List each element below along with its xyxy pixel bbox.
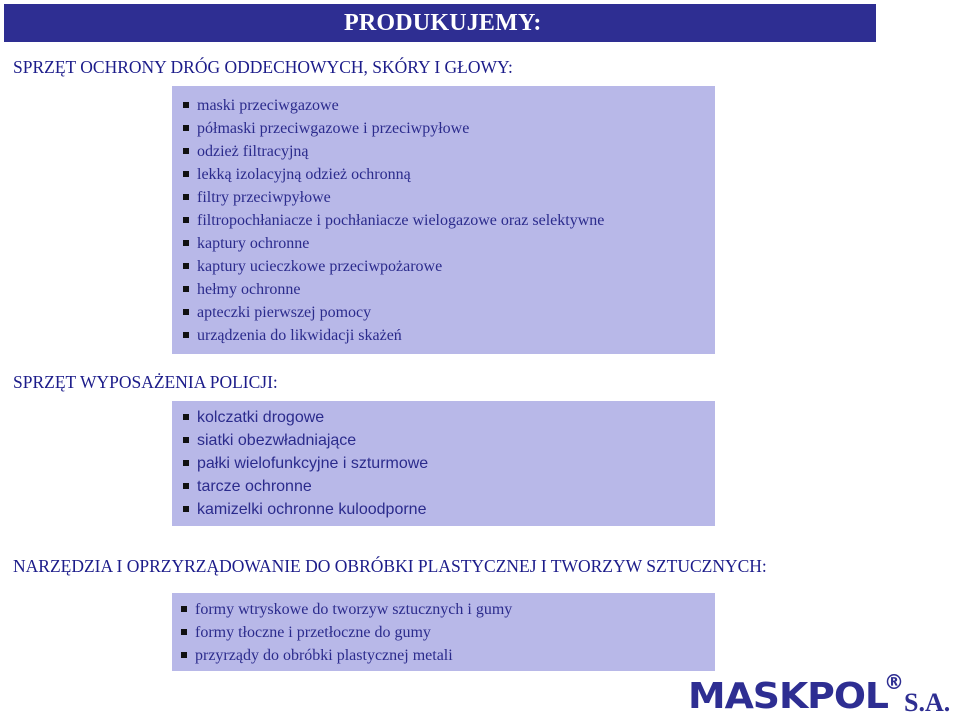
square-bullet-icon [183, 483, 189, 489]
list-item: kamizelki ochronne kuloodporne [183, 498, 428, 521]
list-item: filtry przeciwpyłowe [183, 186, 604, 209]
product-list-respiratory [183, 94, 604, 347]
list-item: siatki obezwładniające [183, 429, 428, 452]
product-list-tools [181, 598, 512, 667]
list-item: pałki wielofunkcyjne i szturmowe [183, 452, 428, 475]
page-title: PRODUKUJEMY: [344, 10, 542, 36]
square-bullet-icon [183, 309, 189, 315]
header-bar [4, 4, 876, 42]
list-item: odzież filtracyjną [183, 140, 604, 163]
list-item: kaptury ucieczkowe przeciwpożarowe [183, 255, 604, 278]
section-heading-respiratory: SPRZĘT OCHRONY DRÓG ODDECHOWYCH, SKÓRY I GŁOWY: [13, 57, 513, 77]
square-bullet-icon [183, 332, 189, 338]
list-item: półmaski przeciwgazowe i przeciwpyłowe [183, 117, 604, 140]
square-bullet-icon [183, 506, 189, 512]
list-item: formy tłoczne i przetłoczne do gumy [181, 621, 512, 644]
list-item: przyrządy do obróbki plastycznej metali [181, 644, 512, 667]
list-item: maski przeciwgazowe [183, 94, 604, 117]
list-item: kolczatki drogowe [183, 406, 428, 429]
product-box-respiratory [172, 86, 715, 354]
section-heading-tools: NARZĘDZIA I OPRZYRZĄDOWANIE DO OBRÓBKI PLASTYCZNEJ I TWORZYW SZTUCZNYCH: [13, 556, 767, 576]
product-box-tools [172, 593, 715, 671]
square-bullet-icon [183, 437, 189, 443]
square-bullet-icon [183, 217, 189, 223]
logo-suffix: S.A. [904, 688, 951, 717]
product-list-police [183, 406, 428, 521]
square-bullet-icon [183, 148, 189, 154]
square-bullet-icon [181, 629, 187, 635]
list-item: kaptury ochronne [183, 232, 604, 255]
section-heading-police: SPRZĘT WYPOSAŻENIA POLICJI: [13, 372, 278, 392]
list-item: formy wtryskowe do tworzyw sztucznych i gumy [181, 598, 512, 621]
list-item: hełmy ochronne [183, 278, 604, 301]
square-bullet-icon [183, 102, 189, 108]
square-bullet-icon [183, 460, 189, 466]
list-item: lekką izolacyjną odzież ochronną [183, 163, 604, 186]
square-bullet-icon [181, 652, 187, 658]
product-box-police [172, 401, 715, 526]
square-bullet-icon [183, 263, 189, 269]
square-bullet-icon [183, 194, 189, 200]
square-bullet-icon [183, 171, 189, 177]
list-item: urządzenia do likwidacji skażeń [183, 324, 604, 347]
list-item: filtropochłaniacze i pochłaniacze wielogazowe oraz selektywne [183, 209, 604, 232]
logo-name: MASKPOL [688, 676, 888, 717]
square-bullet-icon [183, 240, 189, 246]
square-bullet-icon [183, 286, 189, 292]
square-bullet-icon [183, 125, 189, 131]
registered-mark: ® [884, 670, 904, 694]
square-bullet-icon [181, 606, 187, 612]
list-item: tarcze ochronne [183, 475, 428, 498]
list-item: apteczki pierwszej pomocy [183, 301, 604, 324]
square-bullet-icon [183, 414, 189, 420]
company-logo [688, 670, 951, 717]
